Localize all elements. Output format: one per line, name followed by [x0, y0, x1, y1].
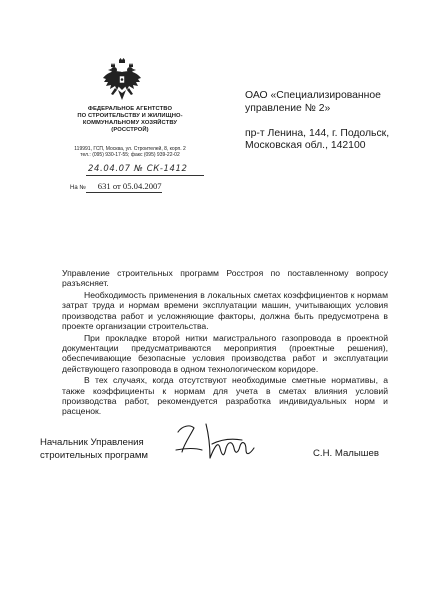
body-paragraph: Необходимость применения в локальных сметах коэффициентов к нормам затрат труда и нормам времени эксплуатации машин, учитывающих условия производства работ и усложняющие факторы, должна быть предусмотрена в проекте организации строительства. — [62, 290, 388, 331]
reference-underline — [86, 192, 162, 193]
reference-number — [70, 181, 162, 191]
recipient-org: ОАО «Специализированное управление № 2» — [245, 90, 381, 114]
handwritten-outgoing-date: 24.04.07 № СК-1412 — [88, 164, 188, 174]
body-paragraph: В тех случаях, когда отсутствуют необходимые сметные нормативы, а также коэффициенты к нормам для учета в сметах влияния условий производства работ, рекомендуется разработка индивидуальных норм и расценок. — [62, 375, 388, 417]
recipient-block — [245, 90, 410, 153]
body-paragraph: При прокладке второй нитки магистрального газопровода в проектной документации предусматриваются мероприятия (проектные решения), обеспечивающие безопасные условия производства работ и эксплуатации действующего газопровода в одном технологическом коридоре. — [62, 332, 388, 374]
recipient-address: пр-т Ленина, 144, г. Подольск, Московская обл., 142100 — [245, 127, 390, 152]
agency-address: 119991, ГСП, Москва, ул. Строителей, 8, корп. 2 тел.: (095) 930-17-55; факс (095) 939-22-02 — [74, 146, 186, 159]
double-headed-eagle-emblem-icon — [102, 58, 142, 102]
reference-value: 631 от 05.04.2007 — [97, 181, 162, 191]
signatory-name: С.Н. Малышев — [313, 448, 379, 459]
body-paragraph: Управление строительных программ Росстроя по поставленному вопросу разъясняет. — [62, 268, 388, 289]
agency-name: ФЕДЕРАЛЬНОЕ АГЕНТСТВО ПО СТРОИТЕЛЬСТВУ И ЖИЛИЩНО- КОММУНАЛЬНОМУ ХОЗЯЙСТВУ (РОССТРОЙ) — [77, 106, 183, 133]
letter-body — [62, 268, 388, 418]
reference-prefix: На № — [70, 185, 86, 191]
date-underline — [86, 175, 204, 176]
signatory-position: Начальник Управления строительных программ — [40, 437, 149, 461]
handwritten-signature — [172, 418, 262, 468]
